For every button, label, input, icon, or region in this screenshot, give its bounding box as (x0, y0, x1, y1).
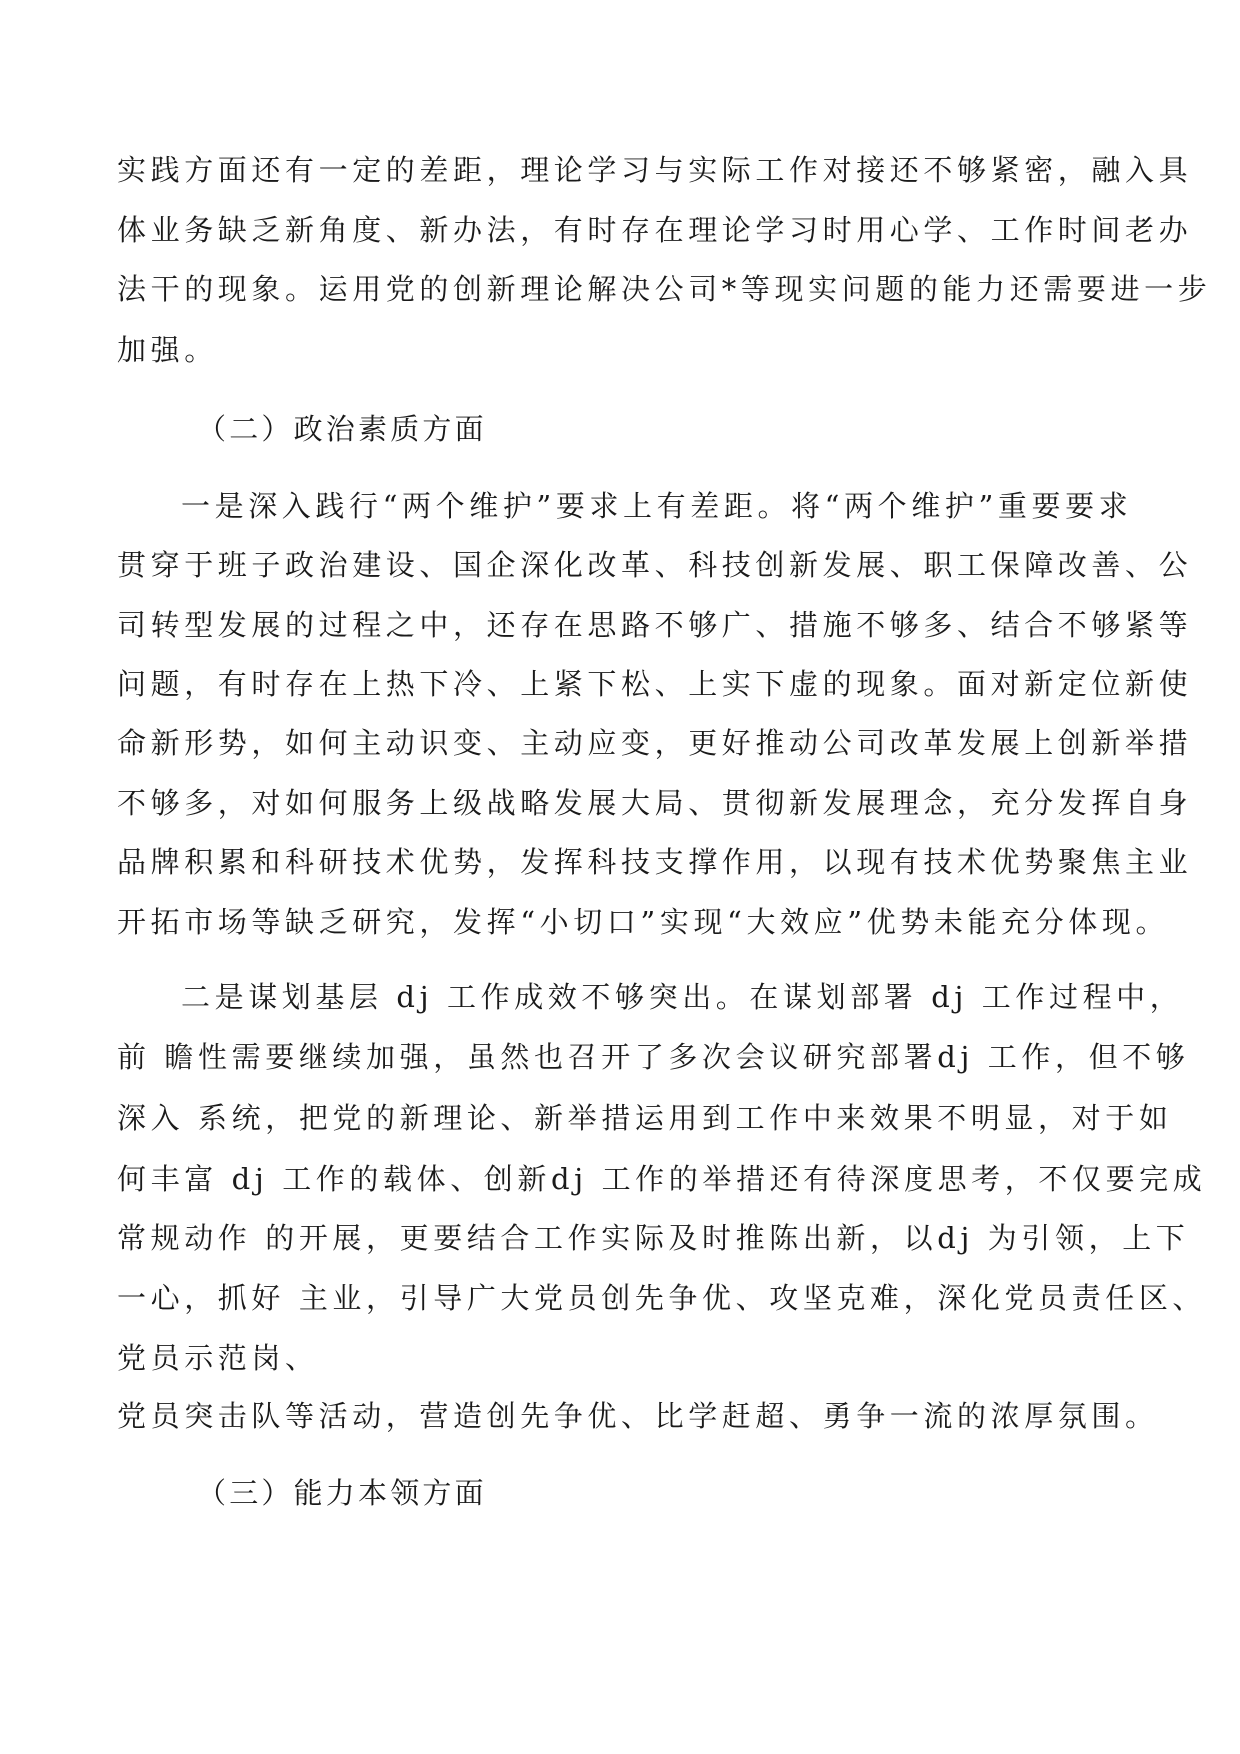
paragraph-3-line-1: 二是谋划基层 dj 工作成效不够突出。在谋划部署 dj 工作过程中， (181, 980, 1184, 1014)
paragraph-1-line-2: 体业务缺乏新角度、新办法，有时存在理论学习时用心学、工作时间老办 (117, 213, 1193, 247)
paragraph-2-line-5: 命新形势，如何主动识变、主动应变，更好推动公司改革发展上创新举措 (117, 726, 1193, 760)
paragraph-3-line-6: 一心，抓好 主业，引导广大党员创先争优、攻坚克难，深化党员责任区、 (117, 1281, 1207, 1315)
paragraph-1-line-1: 实践方面还有一定的差距，理论学习与实际工作对接还不够紧密，融入具 (117, 153, 1193, 187)
paragraph-3-line-2: 前 瞻性需要继续加强，虽然也召开了多次会议研究部署dj 工作，但不够 (117, 1040, 1190, 1074)
paragraph-3-line-8: 党员突击队等活动，营造创先争优、比学赶超、勇争一流的浓厚氛围。 (117, 1399, 1159, 1433)
paragraph-2-line-4: 问题，有时存在上热下冷、上紧下松、上实下虚的现象。面对新定位新使 (117, 667, 1193, 701)
paragraph-2-line-1: 一是深入践行“两个维护”要求上有差距。将“两个维护”重要要求 (181, 489, 1133, 523)
paragraph-3-line-5: 常规动作 的开展，更要结合工作实际及时推陈出新，以dj 为引领，上下 (117, 1221, 1190, 1255)
paragraph-2-line-2: 贯穿于班子政治建设、国企深化改革、科技创新发展、职工保障改善、公 (117, 548, 1193, 582)
paragraph-3-line-7: 党员示范岗、 (117, 1341, 319, 1375)
paragraph-2-line-3: 司转型发展的过程之中，还存在思路不够广、措施不够多、结合不够紧等 (117, 608, 1193, 642)
paragraph-1-line-4: 加强。 (117, 333, 218, 367)
paragraph-2-line-8: 开拓市场等缺乏研究，发挥“小切口”实现“大效应”优势未能充分体现。 (117, 905, 1170, 939)
paragraph-2-line-6: 不够多，对如何服务上级战略发展大局、贯彻新发展理念，充分发挥自身 (117, 786, 1193, 820)
paragraph-2-line-7: 品牌积累和科研技术优势，发挥科技支撑作用，以现有技术优势聚焦主业 (117, 845, 1193, 879)
section-heading-capability: （三）能力本领方面 (197, 1476, 487, 1510)
paragraph-3-line-3: 深入 系统，把党的新理论、新举措运用到工作中来效果不明显，对于如 (117, 1101, 1173, 1135)
paragraph-1-line-3: 法干的现象。运用党的创新理论解决公司*等现实问题的能力还需要进一步 (117, 272, 1212, 306)
section-heading-political: （二）政治素质方面 (197, 412, 487, 446)
paragraph-3-line-4: 何丰富 dj 工作的载体、创新dj 工作的举措还有待深度思考，不仅要完成 (117, 1162, 1207, 1196)
